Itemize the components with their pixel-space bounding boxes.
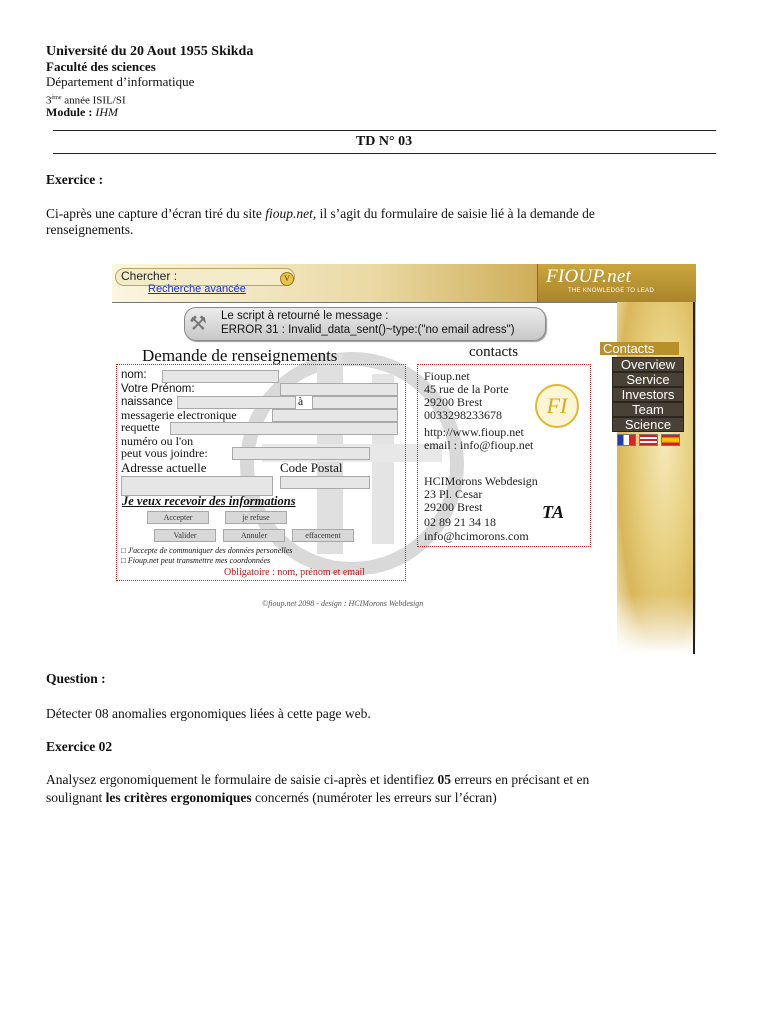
ex2-text2-end: concernés (numéroter les erreurs sur l’écran)	[251, 790, 497, 805]
adresse-label: Adresse actuelle	[121, 460, 207, 475]
contact1-website[interactable]: http://www.fioup.net	[424, 425, 524, 439]
numero-label-line1: numéro ou l'on	[121, 434, 194, 448]
exercise2-heading: Exercice 02	[46, 739, 113, 754]
year-text: année ISIL/SI	[61, 94, 126, 107]
site-footer: ©fioup.net 2098 - design : HCIMorons Webdesign	[262, 599, 424, 608]
naissance-label: naissance	[121, 396, 173, 408]
title-top-rule	[53, 130, 716, 131]
consent-checkbox-1-label: J'accepte de communiquer des données personelles	[127, 546, 293, 555]
adresse-input[interactable]	[121, 476, 273, 496]
error-line2: ERROR 31 : Invalid_data_sent()~type:("no email adress")	[221, 324, 515, 336]
intro-after: , il s’agit du formulaire de saisie lié à la demande de	[312, 206, 595, 221]
nav-contacts[interactable]: Contacts	[600, 342, 679, 355]
advanced-search-link[interactable]: Recherche avancée	[148, 283, 246, 295]
contact2-line2: 23 Pl. Cesar	[424, 487, 483, 501]
french-flag-icon[interactable]	[617, 434, 636, 446]
logo-tagline: THE KNOWLEDGE TO LEAD	[568, 288, 655, 294]
ex2-criteria: les critères ergonomiques	[105, 790, 252, 805]
year-number: 3	[46, 94, 52, 107]
valider-button[interactable]: Valider	[154, 529, 216, 542]
ex2-count: 05	[437, 772, 451, 787]
nom-input[interactable]	[162, 370, 279, 383]
contact1-email[interactable]: email : info@fioup.net	[424, 438, 534, 452]
tools-icon: ⚒	[189, 313, 207, 335]
naissance-place-input[interactable]	[312, 396, 398, 409]
form-title: Demande de renseignements	[142, 346, 338, 365]
university-name: Université du 20 Aout 1955 Skikda	[46, 44, 254, 59]
contacts-title: contacts	[469, 344, 519, 360]
prenom-label: Votre Prénom:	[121, 383, 195, 395]
consent-checkbox-2[interactable]: □ Fioup.net peut transmettre mes coordonnées	[121, 556, 271, 565]
site-logo	[537, 264, 696, 302]
exercise1-heading: Exercice :	[46, 172, 104, 187]
title-bottom-rule	[53, 153, 716, 154]
fioup-emblem-icon: FI	[535, 384, 579, 428]
question-text: Détecter 08 anomalies ergonomiques liées à cette page web.	[46, 706, 371, 721]
nom-label: nom:	[121, 369, 147, 381]
spanish-flag-icon[interactable]	[661, 434, 680, 446]
email-input[interactable]	[272, 409, 398, 422]
question-heading: Question :	[46, 671, 106, 686]
effacement-button[interactable]: effacement	[292, 529, 354, 542]
module-line	[46, 105, 118, 119]
search-label: Chercher :	[121, 269, 178, 283]
nav-team[interactable]: Team	[612, 402, 684, 417]
annuler-button[interactable]: Annuler	[223, 529, 285, 542]
intro-before: Ci-après une capture d’écran tiré du site	[46, 206, 266, 221]
numero-label-line2: peut vous joindre:	[121, 446, 208, 460]
ex2-text1-end: erreurs en précisant et en	[450, 772, 590, 787]
contact1-line1: Fioup.net	[424, 369, 470, 383]
requette-input[interactable]	[170, 422, 398, 435]
page-title: TD N° 03	[355, 134, 413, 149]
hcimorons-logo-icon: TA	[542, 502, 565, 522]
site-top-bar	[112, 264, 696, 302]
nav-service[interactable]: Service	[612, 372, 684, 387]
error-line1: Le script à retourné le message :	[221, 310, 389, 322]
intro-site: fioup.net	[265, 206, 313, 221]
codepostal-input[interactable]	[280, 476, 370, 489]
right-border-line	[693, 302, 695, 654]
nav-science[interactable]: Science	[612, 417, 684, 432]
contact2-line3: 29200 Brest	[424, 500, 483, 514]
header-divider	[112, 302, 617, 303]
messagerie-label: messagerie electronique	[121, 408, 237, 422]
search-go-icon[interactable]: V	[280, 272, 294, 286]
module-value: IHM	[95, 105, 119, 119]
ex2-text2: soulignant	[46, 790, 106, 805]
exercise1-intro	[46, 205, 726, 222]
contact1-line4: 0033298233678	[424, 408, 502, 422]
nav-overview[interactable]: Overview	[612, 357, 684, 372]
faculty-name: Faculté des sciences	[46, 59, 156, 74]
consent-checkbox-1[interactable]: □ J'accepte de communiquer des données personelles	[121, 546, 293, 555]
nav-investors[interactable]: Investors	[612, 387, 684, 402]
naissance-separator: à	[298, 396, 304, 408]
requette-label: requette	[121, 420, 160, 434]
accepter-button[interactable]: Accepter	[147, 511, 209, 524]
year-superscript: ème	[51, 95, 62, 101]
exercise2-line2	[46, 789, 736, 806]
uk-flag-icon[interactable]	[639, 434, 658, 446]
exercise2-line1	[46, 771, 736, 788]
contact2-line4: 02 89 21 34 18	[424, 515, 496, 529]
required-fields-note: Obligatoire : nom, prénom et email	[224, 567, 366, 578]
contact2-line1: HCIMorons Webdesign	[424, 474, 538, 488]
contact2-email[interactable]: info@hcimorons.com	[424, 529, 529, 543]
error-message-box	[184, 307, 546, 341]
contact1-line2: 45 rue de la Porte	[424, 382, 509, 396]
codepostal-label: Code Postal	[280, 460, 343, 475]
department-name: Département d’informatique	[46, 74, 195, 89]
website-screenshot	[112, 264, 696, 654]
ex2-text1: Analysez ergonomiquement le formulaire de saisie ci-après et identifiez	[46, 772, 438, 787]
refuse-button[interactable]: je refuse	[225, 511, 287, 524]
contact1-line3: 29200 Brest	[424, 395, 483, 409]
newsletter-label: Je veux recevoir des informations	[122, 494, 296, 508]
phone-input[interactable]	[232, 447, 370, 460]
consent-checkbox-2-label: Fioup.net peut transmettre mes coordonnées	[127, 556, 271, 565]
exercise1-intro-line2: renseignements.	[46, 222, 134, 237]
prenom-input[interactable]	[280, 383, 398, 396]
logo-text: FIOUP.net	[546, 266, 632, 287]
module-label: Module :	[46, 105, 96, 119]
